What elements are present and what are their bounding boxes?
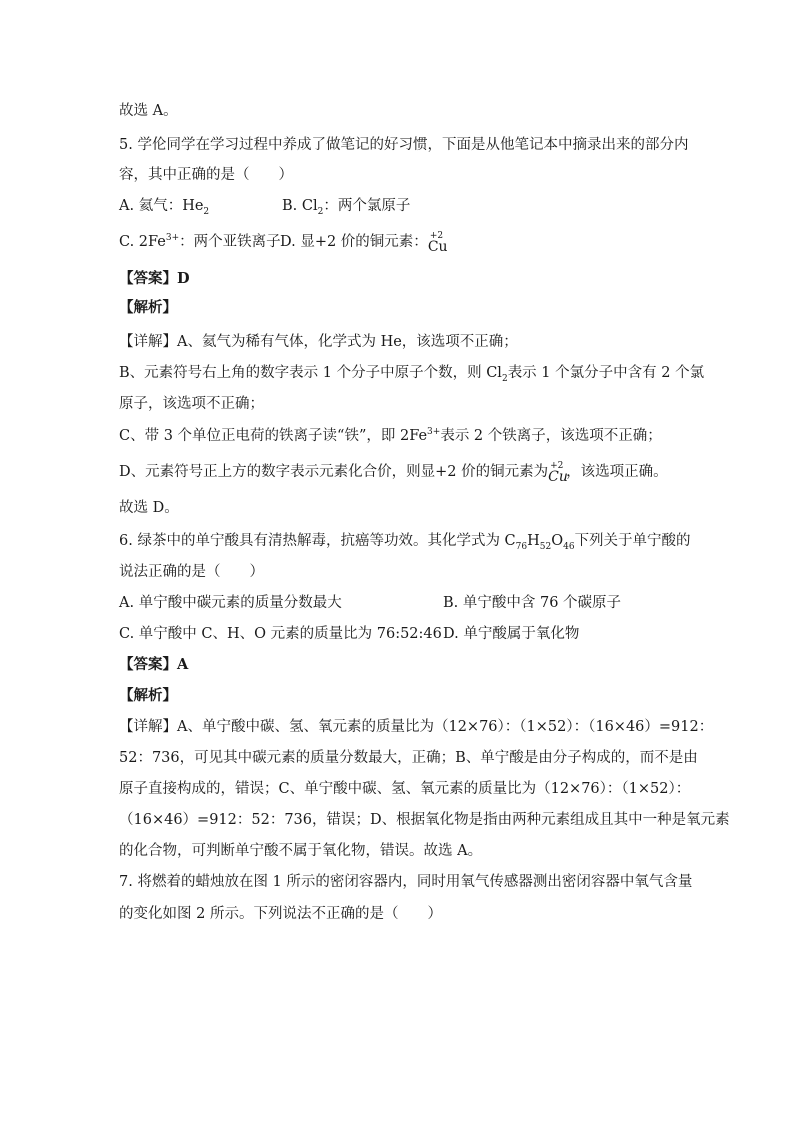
q5-analysis-heading: 【解析】	[119, 299, 177, 316]
q5-detail-5-element: Cu	[548, 469, 568, 485]
q6-stem-line-2: 说法正确的是（ ）	[119, 564, 264, 580]
q5-detail-4-rest: 表示 2 个铁离子，该选项不正确；	[440, 428, 662, 444]
q5-option-b-text: B. Cl	[282, 198, 318, 214]
q7-stem-line-2: 的变化如图 2 所示。下列说法不正确的是（ ）	[119, 906, 442, 922]
q6-detail-line-1: 【详解】A、单宁酸中碳、氢、氧元素的质量比为（12×76）：（1×52）：（16×46）=912：	[119, 719, 714, 735]
q6-option-c: C. 单宁酸中 C、H、O 元素的质量比为 76:52:46	[119, 626, 442, 642]
q4-conclusion: 故选 A。	[119, 103, 178, 119]
q5-detail-line-2	[119, 363, 704, 383]
q6-stem-line-1	[119, 531, 691, 551]
q5-option-c-meaning: ：两个亚铁离子	[179, 234, 281, 250]
q6-formula-h: H	[527, 533, 540, 549]
q6-option-a: A. 单宁酸中碳元素的质量分数最大	[119, 595, 342, 611]
q5-option-c-superscript: 3+	[165, 233, 180, 244]
q5-option-c	[119, 232, 281, 252]
q5-detail-5-rest: ，该选项正确。	[566, 464, 668, 480]
q6-formula-o: O	[551, 533, 564, 549]
q6-stem-text: 6. 绿茶中的单宁酸具有清热解毒，抗癌等功效。其化学式为 C	[119, 533, 516, 549]
q5-detail-5-text: D、元素符号正上方的数字表示元素化合价，则显+2 价的铜元素为	[119, 464, 549, 480]
q5-detail-5-valence: +2	[550, 461, 564, 471]
q6-formula-c-count: 76	[515, 541, 528, 552]
q5-option-d-element: Cu	[427, 239, 448, 255]
q5-option-b	[282, 196, 410, 216]
q6-detail-line-3: 原子直接构成的，错误；C、单宁酸中碳、氢、氧元素的质量比为（12×76）：（1×52）：	[119, 781, 691, 797]
q6-stem-rest: 下列关于单宁酸的	[574, 533, 691, 549]
q5-detail-2-subscript: 2	[501, 373, 508, 384]
q5-detail-line-1: 【详解】A、氦气为稀有气体，化学式为 He，该选项不正确；	[119, 334, 518, 350]
q6-formula-h-count: 52	[539, 541, 552, 552]
q6-answer: 【答案】A	[119, 656, 189, 673]
q6-option-d: D. 单宁酸属于氧化物	[443, 626, 580, 642]
q5-detail-4-text: C、带 3 个单位正电荷的铁离子读“铁”，即 2Fe	[119, 428, 428, 444]
q6-detail-line-5: 的化合物，可判断单宁酸不属于氧化物，错误。故选 A。	[119, 843, 483, 859]
q5-option-c-text: C. 2Fe	[119, 234, 166, 250]
q5-option-d-text: D. 显+2 价的铜元素：	[280, 234, 428, 250]
q5-option-d-valence: +2	[429, 231, 444, 241]
q7-stem-line-1: 7. 将燃着的蜡烛放在图 1 所示的密闭容器内，同时用氧气传感器测出密闭容器中氧气含量	[119, 874, 693, 890]
q5-option-a	[119, 196, 209, 216]
q6-option-b: B. 单宁酸中含 76 个碳原子	[443, 595, 622, 611]
q5-option-a-subscript: 2	[203, 206, 210, 217]
q5-stem-line-1: 5. 学伦同学在学习过程中养成了做笔记的好习惯，下面是从他笔记本中摘录出来的部分内	[119, 137, 689, 153]
q6-analysis-heading: 【解析】	[119, 687, 177, 704]
q5-option-a-text: A. 氦气：He	[119, 198, 204, 214]
q5-conclusion: 故选 D。	[119, 500, 179, 516]
q5-detail-2-text: B、元素符号右上角的数字表示 1 个分子中原子个数，则 Cl	[119, 365, 502, 381]
q5-option-d	[280, 231, 448, 255]
q6-detail-line-2: 52：736，可见其中碳元素的质量分数最大，正确；B、单宁酸是由分子构成的，而不是由	[119, 750, 698, 766]
q5-stem-line-2: 容，其中正确的是（ ）	[119, 167, 293, 183]
q6-formula-o-count: 46	[563, 541, 575, 552]
q5-option-b-meaning: ：两个氯原子	[323, 198, 411, 214]
q5-detail-5-valence-symbol	[548, 461, 568, 485]
q5-detail-line-3: 原子，该选项不正确；	[119, 396, 264, 412]
q5-option-b-subscript: 2	[317, 206, 324, 217]
q5-detail-line-5	[119, 461, 668, 485]
q6-detail-line-4: （16×46）=912：52：736，错误；D、根据氧化物是指由两种元素组成且其中一种是氧元素	[119, 812, 730, 828]
q5-detail-line-4	[119, 426, 662, 446]
q5-option-d-valence-symbol	[427, 231, 448, 255]
q5-answer: 【答案】D	[119, 270, 190, 287]
q5-detail-4-superscript: 3+	[427, 427, 441, 438]
q5-detail-2-rest: 表示 1 个氯分子中含有 2 个氯	[507, 365, 705, 381]
